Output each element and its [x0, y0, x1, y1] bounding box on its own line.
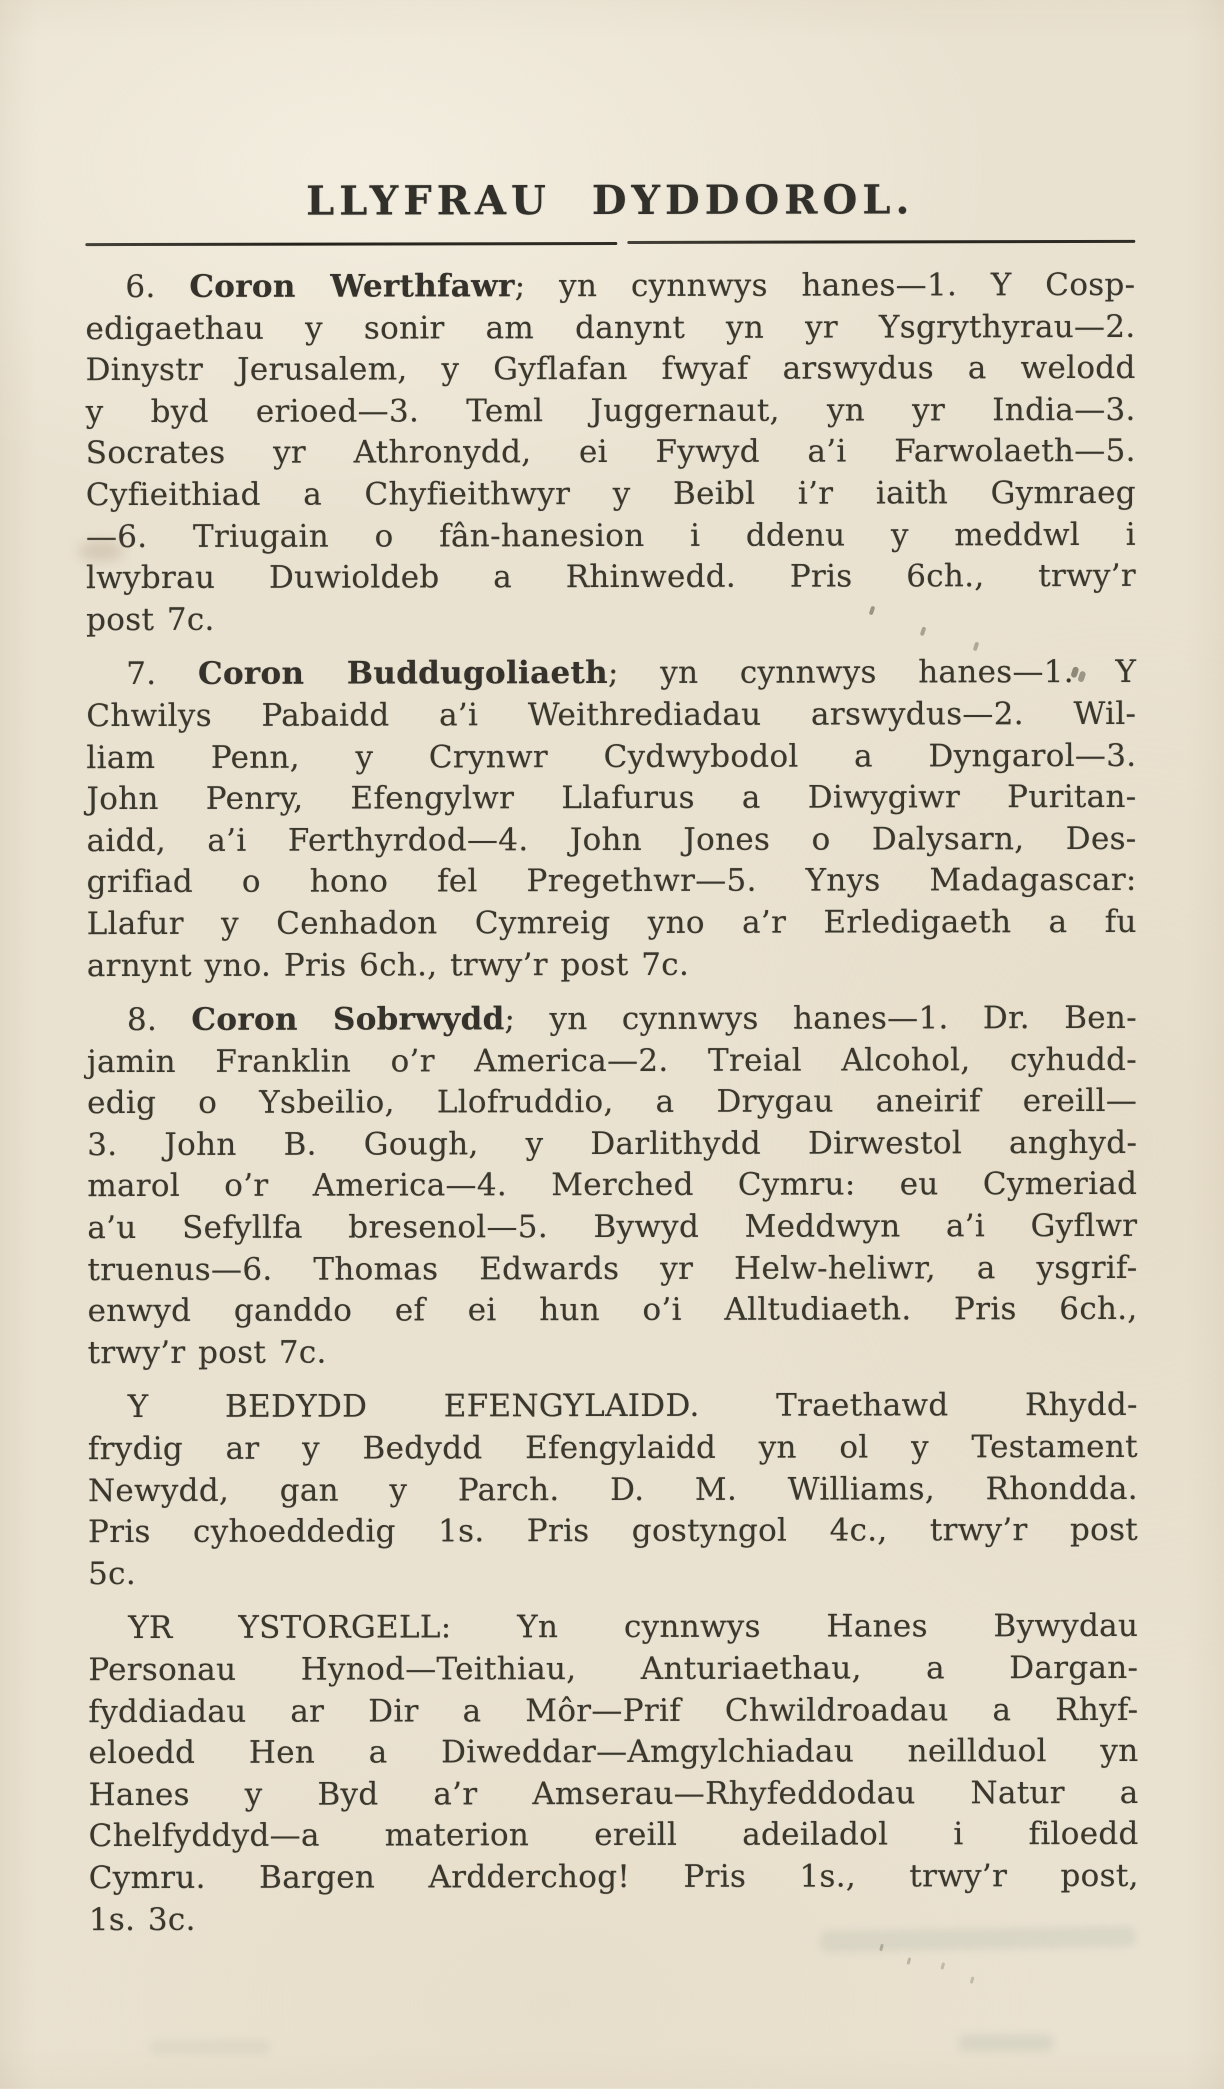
- text-line: [86, 652, 1136, 696]
- book-title-bold: Coron Buddugoliaeth: [197, 655, 608, 693]
- paragraph-coron-werthfawr: [85, 265, 1136, 642]
- text-line: [86, 431, 1136, 475]
- text-segment: —6. Triugain o fân-hanesion i ddenu y meddwl i: [85, 516, 1136, 555]
- text-segment: Hanes y Byd a’r Amserau—Rhyfeddodau Natur a: [88, 1774, 1139, 1813]
- text-block: [85, 244, 1139, 1941]
- text-segment: Chelfyddyd—a materion ereill adeiladol i filoedd: [88, 1816, 1139, 1855]
- text-line: [86, 777, 1136, 821]
- paragraph-y-bedydd-efengylaidd: [88, 1385, 1138, 1595]
- text-line: [86, 473, 1136, 517]
- text-segment: lwybrau Duwioldeb a Rhinwedd. Pris 6ch., trwy’r: [85, 558, 1137, 597]
- text-segment: 7.: [126, 656, 198, 693]
- text-line: [88, 1731, 1138, 1775]
- text-segment: Newydd, gan y Parch. D. M. Williams, Rhondda.: [87, 1470, 1138, 1509]
- text-segment: Cyfieithiad a Chyfieithwyr y Beibl i’r iaith Gymraeg: [85, 474, 1136, 514]
- text-line: [87, 943, 1137, 987]
- paragraph-yr-ystorgell: [88, 1606, 1139, 1941]
- text-segment: y byd erioed—3. Teml Juggernaut, yn yr India—3.: [85, 391, 1136, 430]
- text-line: [87, 1248, 1137, 1292]
- text-line: [87, 1123, 1137, 1167]
- text-line: [87, 998, 1137, 1042]
- text-line: [89, 1773, 1139, 1817]
- text-line: [85, 265, 1135, 309]
- paragraph-coron-buddugoliaeth: [86, 652, 1137, 987]
- text-segment: enwyd ganddo ef ei hun o’i Alltudiaeth. Pris 6ch.,: [87, 1291, 1138, 1330]
- paragraph-coron-sobrwydd: [87, 998, 1138, 1375]
- text-segment: post 7c.: [86, 601, 215, 638]
- text-segment: Socrates yr Athronydd, ei Fywyd a’i Farwolaeth—5.: [85, 433, 1136, 472]
- text-segment: 5c.: [88, 1555, 136, 1592]
- text-segment: 6.: [125, 268, 190, 306]
- text-segment: jamin Franklin o’r America—2. Treial Alcohol, cyhudd-: [86, 1041, 1138, 1080]
- text-segment: ; yn cynnwys hanes—1. Dr. Ben-: [504, 999, 1137, 1038]
- text-segment: fyddiadau ar Dir a Môr—Prif Chwildroadau a Rhyf-: [88, 1691, 1139, 1730]
- text-segment: frydig ar y Bedydd Efengylaidd yn ol y Testament: [87, 1428, 1138, 1468]
- paper-smudge: [78, 540, 124, 562]
- text-segment: grifiad o hono fel Pregethwr—5. Ynys Madagascar:: [86, 862, 1137, 901]
- text-line: [88, 1289, 1138, 1333]
- text-segment: Y BEDYDD EFENGYLAIDD. Traethawd Rhydd-: [127, 1387, 1138, 1426]
- text-segment: Cymru. Bargen Ardderchog! Pris 1s., trwy’r post,: [88, 1857, 1139, 1897]
- text-segment: aidd, a’i Ferthyrdod—4. John Jones o Dalysarn, Des-: [86, 820, 1137, 859]
- text-line: [88, 1552, 1138, 1596]
- text-segment: ; yn cynnwys hanes—1. Y: [607, 654, 1137, 692]
- text-line: [85, 306, 1135, 350]
- text-line: [86, 556, 1136, 600]
- text-line: [88, 1648, 1138, 1692]
- text-segment: John Penry, Efengylwr Llafurus a Diwygiwr Puritan-: [86, 779, 1137, 818]
- text-line: [87, 860, 1137, 904]
- rule-segment: [85, 242, 617, 246]
- book-title-bold: Coron Sobrwydd: [191, 1001, 505, 1038]
- text-segment: 3. John B. Gough, y Darlithydd Dirwestol anghyd-: [87, 1124, 1138, 1163]
- text-segment: edig o Ysbeilio, Llofruddio, a Drygau aneirif ereill—: [87, 1083, 1138, 1122]
- text-line: [88, 1689, 1138, 1733]
- text-segment: 1s. 3c.: [88, 1901, 196, 1938]
- text-line: [88, 1427, 1138, 1471]
- text-segment: Llafur y Cenhadon Cymreig yno a’r Erledigaeth a fu: [86, 903, 1137, 943]
- text-line: [88, 1331, 1138, 1375]
- text-segment: YR YSTORGELL: Yn cynnwys Hanes Bywydau: [128, 1608, 1139, 1647]
- page-title: LLYFRAU DYDDOROL.: [306, 176, 915, 225]
- text-segment: ; yn cynnwys hanes—1. Y Cosp-: [514, 266, 1136, 305]
- text-line: [89, 1856, 1139, 1900]
- text-line: [86, 694, 1136, 738]
- text-line: [88, 1510, 1138, 1554]
- text-line: [88, 1606, 1138, 1650]
- text-line: [86, 735, 1136, 779]
- text-segment: Chwilys Pabaidd a’i Weithrediadau arswydus—2. Wil-: [86, 695, 1137, 735]
- text-segment: Personau Hynod—Teithiau, Anturiaethau, a Dargan-: [88, 1649, 1139, 1689]
- text-segment: marol o’r America—4. Merched Cymru: eu Cymeriad: [87, 1166, 1138, 1205]
- rule-segment: [627, 240, 1135, 244]
- text-line: [87, 1164, 1137, 1208]
- text-segment: edigaethau y sonir am danynt yn yr Ysgrythyrau—2.: [85, 308, 1136, 347]
- text-line: [87, 1040, 1137, 1084]
- text-segment: eloedd Hen a Diweddar—Amgylchiadau neillduol yn: [88, 1733, 1139, 1772]
- text-line: [86, 390, 1136, 434]
- text-segment: Dinystr Jerusalem, y Gyflafan fwyaf arswydus a welodd: [85, 350, 1136, 389]
- show-through-mark: [958, 2034, 1054, 2052]
- text-line: [88, 1469, 1138, 1513]
- text-segment: 8.: [126, 1001, 192, 1039]
- text-line: [89, 1814, 1139, 1858]
- text-line: [87, 1206, 1137, 1250]
- text-segment: truenus—6. Thomas Edwards yr Helw-heliwr, a ysgrif-: [87, 1249, 1138, 1288]
- text-line: [86, 348, 1136, 392]
- text-segment: Pris cyhoeddedig 1s. Pris gostyngol 4c., trwy’r post: [87, 1512, 1139, 1551]
- text-segment: arnynt yno. Pris 6ch., trwy’r post 7c.: [86, 946, 690, 984]
- text-segment: a’u Sefyllfa bresenol—5. Bywyd Meddwyn a’i Gyflwr: [87, 1207, 1138, 1247]
- text-line: [88, 1385, 1138, 1429]
- text-line: [87, 1081, 1137, 1125]
- text-line: [87, 902, 1137, 946]
- text-line: [86, 598, 1136, 642]
- show-through-mark: [150, 2040, 270, 2054]
- book-title-bold: Coron Werthfawr: [189, 268, 515, 305]
- text-segment: trwy’r post 7c.: [87, 1334, 327, 1371]
- text-segment: liam Penn, y Crynwr Cydwybodol a Dyngarol—3.: [86, 737, 1137, 776]
- text-line: [86, 514, 1136, 558]
- text-line: [87, 819, 1137, 863]
